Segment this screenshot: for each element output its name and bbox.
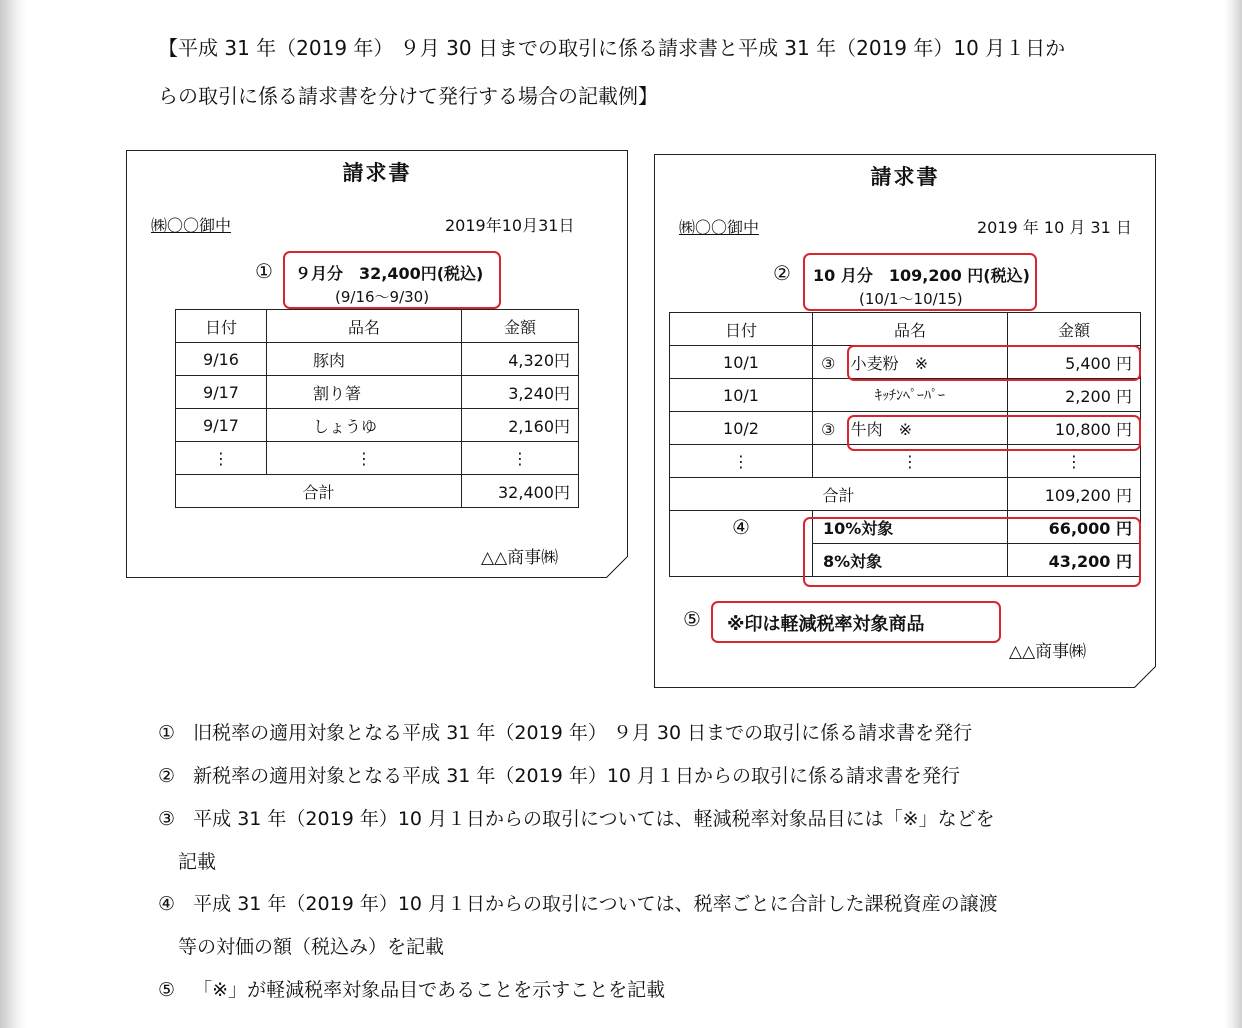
row-amount: 4,320円	[462, 343, 579, 376]
row-date: 10/2	[670, 412, 813, 445]
note-text: 等の対価の額（税込み）を記載	[178, 936, 445, 958]
invoice-period: (10/1～10/15)	[859, 290, 963, 308]
row-date: 10/1	[670, 379, 813, 412]
tax-label: 10%対象	[813, 511, 1008, 544]
row-date: 9/17	[176, 409, 267, 442]
invoice-september	[126, 150, 628, 578]
table-row	[670, 379, 1141, 412]
header-item: 品名	[813, 313, 1008, 346]
row-amount: 2,200 円	[1008, 379, 1141, 412]
seller-name: △△商事㈱	[1009, 642, 1087, 662]
row-amount: ⋮	[1008, 445, 1141, 478]
marker-3: ③	[821, 353, 836, 373]
marker-2: ②	[773, 261, 791, 285]
total-value: 32,400円	[462, 475, 579, 508]
note-4-continued	[178, 932, 444, 959]
invoice-date: 2019 年 10 月 31 日	[977, 218, 1132, 237]
header-amount: 金額	[1008, 313, 1141, 346]
page-edge-left	[0, 0, 26, 1028]
note-5	[158, 975, 665, 1002]
note-number: ③	[158, 808, 176, 830]
row-amount: 10,800 円	[1008, 412, 1141, 445]
invoice-summary: 10 月分 109,200 円(税込)	[813, 266, 1030, 285]
reduced-rate-note: ※印は軽減税率対象商品	[727, 614, 925, 635]
row-amount: 2,160円	[462, 409, 579, 442]
total-label: 合計	[176, 475, 462, 508]
header-item: 品名	[267, 310, 462, 343]
total-value: 109,200 円	[1008, 478, 1141, 511]
highlight-october-total	[803, 253, 1037, 311]
note-number: ①	[158, 722, 176, 744]
row-item: 割り箸	[267, 376, 462, 409]
note-text: 新税率の適用対象となる平成 31 年（2019 年）10 月１日からの取引に係る請求書を発行	[193, 765, 961, 787]
invoice-summary: ９月分 32,400円(税込)	[295, 264, 484, 283]
marker-4: ④	[670, 511, 813, 577]
total-row	[176, 475, 579, 508]
note-4	[158, 889, 998, 916]
header-amount: 金額	[462, 310, 579, 343]
row-item: ⋮	[267, 442, 462, 475]
page-fold-corner	[1134, 666, 1156, 688]
page-fold-corner	[606, 556, 628, 578]
seller-name: △△商事㈱	[481, 548, 559, 568]
row-item: 豚肉	[267, 343, 462, 376]
highlight-beef-row	[847, 415, 1141, 451]
highlight-flour-row	[847, 345, 1141, 381]
note-text: 「※」が軽減税率対象品目であることを示すことを記載	[193, 979, 666, 1001]
row-date: 9/17	[176, 376, 267, 409]
note-1	[158, 718, 972, 745]
invoice-period: (9/16～9/30)	[335, 288, 430, 306]
row-item: 小麦粉 ※	[850, 353, 929, 373]
table-header-row	[670, 313, 1141, 346]
table-row	[176, 442, 579, 475]
row-date: ⋮	[176, 442, 267, 475]
total-label: 合計	[670, 478, 1008, 511]
note-text: 旧税率の適用対象となる平成 31 年（2019 年） ９月 30 日までの取引に係る請求書を発行	[193, 722, 973, 744]
note-3-continued	[178, 847, 216, 874]
row-amount: ⋮	[462, 442, 579, 475]
highlight-tax-breakdown	[803, 517, 1141, 587]
table-row	[176, 376, 579, 409]
heading-line-1: 【平成 31 年（2019 年） ９月 30 日までの取引に係る請求書と平成 31 年（2019 年）10 月１日か	[158, 36, 1066, 60]
page-edge-right	[1224, 0, 1242, 1028]
row-amount: 5,400 円	[1008, 346, 1141, 379]
highlight-september-total	[283, 251, 501, 309]
note-3	[158, 804, 995, 831]
items-table	[175, 309, 579, 508]
header-date: 日付	[176, 310, 267, 343]
marker-3: ③	[821, 419, 836, 439]
row-item: 牛肉 ※	[850, 419, 913, 439]
note-text: 平成 31 年（2019 年）10 月１日からの取引については、軽減税率対象品目には「※」などを	[193, 808, 995, 830]
note-number: ②	[158, 765, 176, 787]
row-item: ｷｯﾁﾝﾍﾟｰﾊﾟｰ	[875, 388, 945, 404]
invoice-date: 2019年10月31日	[445, 216, 575, 235]
row-date: ⋮	[670, 445, 813, 478]
table-row	[176, 409, 579, 442]
invoice-title: 請求書	[870, 165, 940, 189]
invoice-recipient: ㈱〇〇御中	[679, 218, 760, 237]
row-date: 10/1	[670, 346, 813, 379]
row-item: ⋮	[813, 445, 1008, 478]
note-number: ④	[158, 893, 176, 915]
note-text: 平成 31 年（2019 年）10 月１日からの取引については、税率ごとに合計した課税資産の譲渡	[193, 893, 998, 915]
tax-value: 66,000 円	[1008, 511, 1141, 544]
row-item: しょうゆ	[267, 409, 462, 442]
header-date: 日付	[670, 313, 813, 346]
note-text: 記載	[178, 851, 217, 873]
invoice-october	[654, 154, 1156, 688]
invoice-title: 請求書	[342, 161, 412, 185]
total-row	[670, 478, 1141, 511]
note-2	[158, 761, 960, 788]
tax-value: 43,200 円	[1008, 544, 1141, 577]
marker-1: ①	[255, 259, 273, 283]
heading-line-2: らの取引に係る請求書を分けて発行する場合の記載例】	[158, 84, 658, 108]
row-amount: 3,240円	[462, 376, 579, 409]
marker-5: ⑤	[683, 607, 701, 631]
row-date: 9/16	[176, 343, 267, 376]
table-row	[176, 343, 579, 376]
invoice-recipient: ㈱〇〇御中	[151, 216, 232, 235]
highlight-note	[711, 601, 1001, 643]
tax-label: 8%対象	[813, 544, 1008, 577]
note-number: ⑤	[158, 979, 176, 1001]
table-header-row	[176, 310, 579, 343]
